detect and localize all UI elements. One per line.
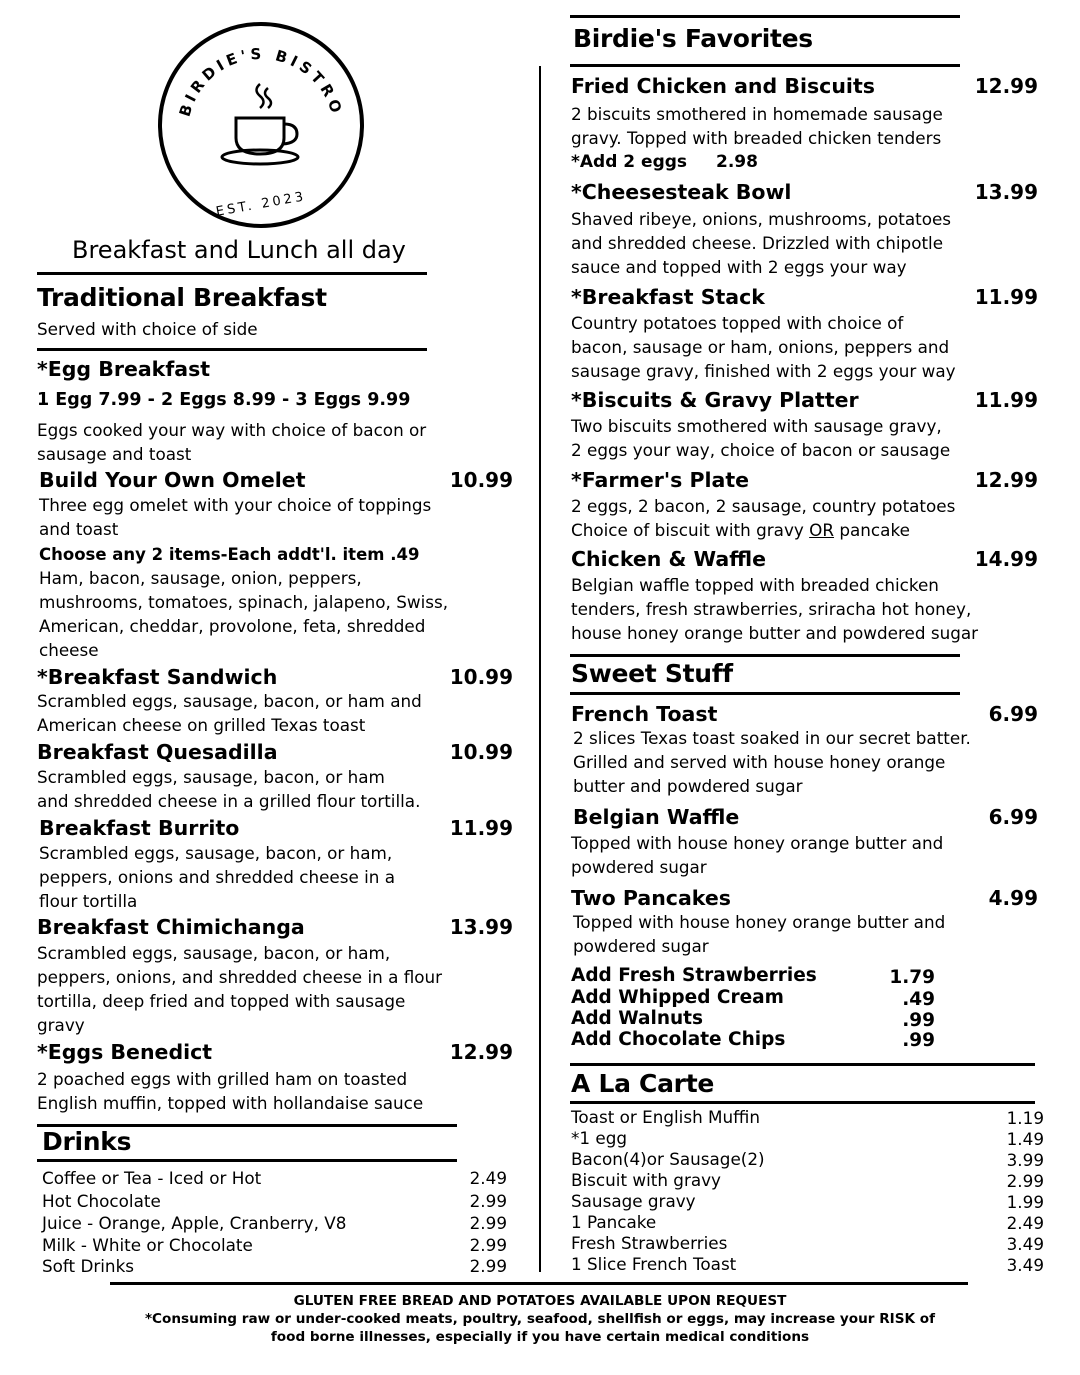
divider — [570, 654, 960, 657]
drink-price: 2.99 — [469, 1213, 507, 1233]
omelet-price: 10.99 — [449, 468, 513, 492]
chicken-waffle-price: 14.99 — [974, 547, 1038, 571]
menu-item-desc: Scrambled eggs, sausage, bacon, or ham, peppers, onions and shredded cheese in a flour tortilla — [39, 843, 396, 911]
menu-item-price: 13.99 — [974, 180, 1038, 204]
drink-price: 2.49 — [469, 1168, 507, 1188]
tagline: Breakfast and Lunch all day — [72, 236, 406, 264]
addon-name: Add Fresh Strawberries — [571, 965, 817, 986]
farmers-plate-price: 12.99 — [974, 468, 1038, 492]
drink-name: Hot Chocolate — [42, 1191, 161, 1211]
divider — [570, 692, 960, 695]
gluten-free-notice: GLUTEN FREE BREAD AND POTATOES AVAILABLE UPON REQUEST — [293, 1293, 787, 1309]
egg-breakfast-desc: Eggs cooked your way with choice of bacon or sausage and toast — [37, 420, 427, 464]
divider — [570, 1101, 1035, 1104]
carte-item-price: 1.19 — [1006, 1108, 1044, 1128]
carte-title: A La Carte — [571, 1069, 715, 1098]
addon-name: Add Walnuts — [571, 1008, 704, 1029]
addon-price: .99 — [902, 1010, 935, 1031]
drinks-title: Drinks — [42, 1127, 132, 1156]
divider — [570, 15, 960, 18]
carte-item-price: 2.49 — [1006, 1213, 1044, 1233]
add-eggs-label: *Add 2 eggs — [571, 152, 688, 172]
menu-item-price: 10.99 — [449, 740, 513, 764]
menu-item-desc: 2 poached eggs with grilled ham on toasted English muffin, topped with hollandaise sauce — [37, 1069, 424, 1113]
menu-item-price: 6.99 — [988, 702, 1038, 726]
omelet-name: Build Your Own Omelet — [39, 468, 306, 492]
carte-item-price: 1.49 — [1006, 1129, 1044, 1149]
menu-item-price: 11.99 — [974, 285, 1038, 309]
carte-item-name: *1 egg — [571, 1128, 628, 1148]
menu-item-name: *Eggs Benedict — [37, 1040, 213, 1064]
menu-item-name: Belgian Waffle — [573, 805, 740, 829]
carte-item-price: 3.99 — [1006, 1150, 1044, 1170]
svg-text:BIRDIE'S BISTRO: BIRDIE'S BISTRO — [175, 44, 347, 119]
menu-item-name: Breakfast Quesadilla — [37, 740, 278, 764]
menu-item-name: Breakfast Chimichanga — [37, 915, 305, 939]
drink-price: 2.99 — [469, 1191, 507, 1211]
menu-item-price: 13.99 — [449, 915, 513, 939]
drink-name: Soft Drinks — [42, 1256, 135, 1276]
addon-name: Add Whipped Cream — [571, 987, 784, 1008]
menu-item-name: Breakfast Burrito — [39, 816, 240, 840]
menu-item-price: 6.99 — [988, 805, 1038, 829]
drink-name: Coffee or Tea - Iced or Hot — [42, 1168, 262, 1188]
menu-item-desc: Two biscuits smothered with sausage gravy, 2 eggs your way, choice of bacon or sausage — [571, 416, 951, 460]
traditional-title: Traditional Breakfast — [37, 283, 327, 312]
divider — [570, 1063, 1035, 1066]
bistro-logo — [156, 20, 366, 230]
menu-item-desc: Scrambled eggs, sausage, bacon, or ham, peppers, onions, and shredded cheese in a flour tortilla, deep fried and topped with sausage gravy — [37, 943, 443, 1035]
carte-item-name: Fresh Strawberries — [571, 1233, 728, 1253]
addon-price: .49 — [902, 989, 935, 1010]
omelet-note: Choose any 2 items-Each addt'l. item .49 — [39, 545, 420, 564]
sweet-title: Sweet Stuff — [571, 659, 733, 688]
menu-item-name: French Toast — [571, 702, 718, 726]
carte-item-name: Toast or English Muffin — [571, 1107, 761, 1127]
menu-item-price: 11.99 — [974, 388, 1038, 412]
farmers-plate-desc: 2 eggs, 2 bacon, 2 sausage, country potatoes Choice of biscuit with gravy OR pancake — [571, 496, 956, 540]
drink-name: Milk - White or Chocolate — [42, 1235, 253, 1255]
carte-item-name: Sausage gravy — [571, 1191, 696, 1211]
carte-item-price: 2.99 — [1006, 1171, 1044, 1191]
fried-chicken-price: 12.99 — [974, 74, 1038, 98]
omelet-toppings: Ham, bacon, sausage, onion, peppers, mushrooms, tomatoes, spinach, jalapeno, Swiss, American, cheddar, provolone, feta, shredded cheese — [39, 568, 449, 660]
carte-item-name: 1 Pancake — [571, 1212, 657, 1232]
favorites-title: Birdie's Favorites — [573, 24, 813, 53]
menu-item-name: *Breakfast Stack — [571, 285, 765, 309]
menu-item-price: 4.99 — [988, 886, 1038, 910]
menu-item-desc: Topped with house honey orange butter and powdered sugar — [573, 912, 946, 956]
chicken-waffle-desc: Belgian waffle topped with breaded chicken tenders, fresh strawberries, sriracha hot honey, house honey orange butter and powdered sugar — [571, 575, 979, 643]
divider — [37, 348, 427, 351]
menu-item-name: *Breakfast Sandwich — [37, 665, 278, 689]
drink-price: 2.99 — [469, 1235, 507, 1255]
menu-item-name: Two Pancakes — [571, 886, 731, 910]
chicken-waffle-name: Chicken & Waffle — [571, 547, 767, 571]
divider — [37, 272, 427, 275]
carte-item-price: 3.49 — [1006, 1234, 1044, 1254]
menu-item-desc: 2 slices Texas toast soaked in our secret batter. Grilled and served with house honey orange butter and powdered sugar — [573, 728, 971, 796]
consumer-warning-line-1: *Consuming raw or under-cooked meats, poultry, seafood, shellfish or eggs, may increase your RISK of — [144, 1311, 936, 1327]
addon-price: 1.79 — [889, 967, 935, 988]
egg-breakfast-prices: 1 Egg 7.99 - 2 Eggs 8.99 - 3 Eggs 9.99 — [37, 390, 411, 410]
menu-item-desc: Scrambled eggs, sausage, bacon, or ham and American cheese on grilled Texas toast — [37, 691, 422, 735]
divider — [110, 1282, 968, 1285]
menu-item-price: 12.99 — [449, 1040, 513, 1064]
drink-name: Juice - Orange, Apple, Cranberry, V8 — [42, 1213, 347, 1233]
svg-text:EST. 2023: EST. 2023 — [214, 189, 308, 220]
add-eggs-price: 2.98 — [716, 152, 758, 172]
divider — [37, 1159, 457, 1162]
addon-price: .99 — [902, 1030, 935, 1051]
consumer-warning-line-2: food borne illnesses, especially if you have certain medical conditions — [270, 1329, 810, 1345]
omelet-desc: Three egg omelet with your choice of toppings and toast — [39, 495, 432, 539]
carte-item-price: 3.49 — [1006, 1255, 1044, 1275]
menu-item-desc: Scrambled eggs, sausage, bacon, or ham and shredded cheese in a grilled flour tortilla. — [37, 767, 421, 811]
carte-item-price: 1.99 — [1006, 1192, 1044, 1212]
carte-item-name: Bacon(4)or Sausage(2) — [571, 1149, 765, 1169]
menu-item-desc: Topped with house honey orange butter and powdered sugar — [571, 833, 944, 877]
menu-item-desc: Shaved ribeye, onions, mushrooms, potatoes and shredded cheese. Drizzled with chipotle sauce and topped with 2 eggs your way — [571, 209, 952, 277]
farmers-plate-name: *Farmer's Plate — [571, 468, 750, 492]
carte-item-name: 1 Slice French Toast — [571, 1254, 737, 1274]
coffee-cup-logo-icon — [156, 20, 366, 230]
column-divider — [539, 66, 541, 1272]
menu-item-name: *Cheesesteak Bowl — [571, 180, 792, 204]
menu-item-name: *Biscuits & Gravy Platter — [571, 388, 859, 412]
fried-chicken-name: Fried Chicken and Biscuits — [571, 74, 875, 98]
egg-breakfast-name: *Egg Breakfast — [37, 357, 211, 381]
menu-item-desc: Country potatoes topped with choice of bacon, sausage or ham, onions, peppers and sausage gravy, finished with 2 eggs your way — [571, 313, 956, 381]
addon-name: Add Chocolate Chips — [571, 1029, 786, 1050]
menu-item-price: 10.99 — [449, 665, 513, 689]
divider — [570, 64, 960, 67]
fried-chicken-desc: 2 biscuits smothered in homemade sausage gravy. Topped with breaded chicken tenders — [571, 104, 943, 148]
carte-item-name: Biscuit with gravy — [571, 1170, 721, 1190]
traditional-subtitle: Served with choice of side — [37, 319, 258, 339]
menu-item-price: 11.99 — [449, 816, 513, 840]
drink-price: 2.99 — [469, 1256, 507, 1276]
